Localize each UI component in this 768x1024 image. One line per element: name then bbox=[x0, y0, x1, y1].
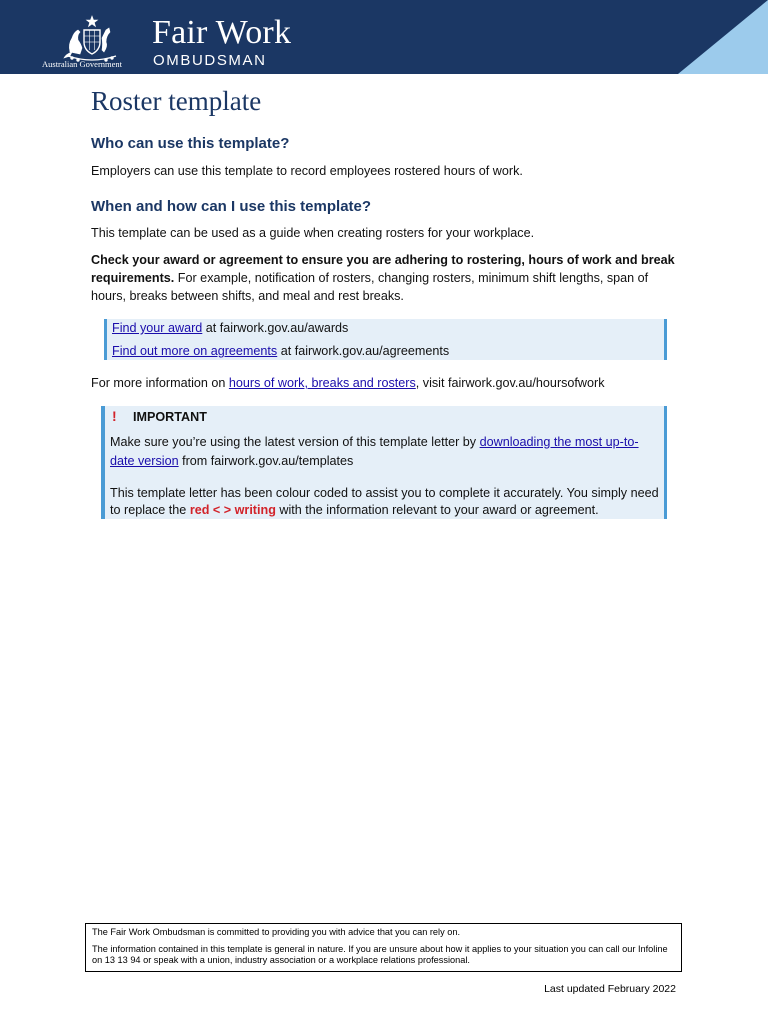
brand-title: Fair Work bbox=[152, 14, 292, 51]
award-link-row bbox=[112, 320, 348, 336]
disclaimer-line-2: The information contained in this template is general in nature. If you are unsure about how it applies to your situation you can call our Infoline on 13 13 94 or speak with a union, industry association or a workplace relations professional. bbox=[92, 944, 668, 965]
colour-coded-suffix: with the information relevant to your award or agreement. bbox=[275, 503, 599, 517]
more-info-text bbox=[91, 374, 676, 392]
important-colour-coded bbox=[110, 485, 660, 519]
disclaimer-box bbox=[85, 923, 682, 972]
find-award-link[interactable]: Find your award bbox=[112, 321, 203, 335]
section-text-guide: This template can be used as a guide when creating rosters for your workplace. bbox=[91, 226, 535, 240]
check-award-bold: Check your award or agreement to ensure you are adhering to rostering, hours of work and break requirements. bbox=[91, 253, 675, 285]
disclaimer-line-1: The Fair Work Ombudsman is committed to providing you with advice that you can rely on. bbox=[92, 927, 460, 937]
more-info-prefix: For more information on bbox=[91, 376, 229, 390]
agreements-url-text: at fairwork.gov.au/agreements bbox=[277, 344, 450, 358]
important-latest-version bbox=[110, 433, 660, 471]
agreements-link-row bbox=[112, 343, 449, 359]
latest-version-suffix: from fairwork.gov.au/templates bbox=[178, 454, 354, 468]
links-box bbox=[104, 319, 667, 360]
page-title: Roster template bbox=[91, 86, 262, 116]
brand-subtitle: OMBUDSMAN bbox=[153, 52, 267, 69]
last-updated: Last updated February 2022 bbox=[544, 983, 676, 995]
header-banner bbox=[0, 0, 768, 74]
section-text-who: Employers can use this template to record employees rostered hours of work. bbox=[91, 164, 523, 178]
award-url-text: at fairwork.gov.au/awards bbox=[202, 321, 349, 335]
latest-version-prefix: Make sure you’re using the latest version of this template letter by bbox=[110, 435, 480, 449]
important-box bbox=[101, 406, 667, 519]
section-text-check bbox=[91, 251, 676, 305]
agreements-link[interactable]: Find out more on agreements bbox=[112, 344, 278, 358]
colour-coded-prefix: This template letter has been colour coded to assist you to complete it accurately. You simply need to replace the bbox=[110, 486, 659, 517]
red-writing-label: red < > writing bbox=[189, 503, 276, 517]
section-heading-when: When and how can I use this template? bbox=[91, 198, 372, 215]
more-info-suffix: , visit fairwork.gov.au/hoursofwork bbox=[415, 376, 605, 390]
check-award-detail: For example, notification of rosters, changing rosters, minimum shift lengths, span of hours, breaks between shifts, and meal and rest breaks. bbox=[91, 271, 649, 303]
alert-icon: ! bbox=[112, 408, 117, 424]
corner-accent bbox=[678, 0, 768, 74]
download-latest-link[interactable]: downloading the most up-to-date version bbox=[110, 435, 639, 468]
hours-of-work-link[interactable]: hours of work, breaks and rosters bbox=[228, 376, 416, 390]
section-heading-who: Who can use this template? bbox=[91, 135, 290, 152]
important-title: IMPORTANT bbox=[133, 410, 207, 424]
government-label: Australian Government bbox=[42, 59, 123, 69]
